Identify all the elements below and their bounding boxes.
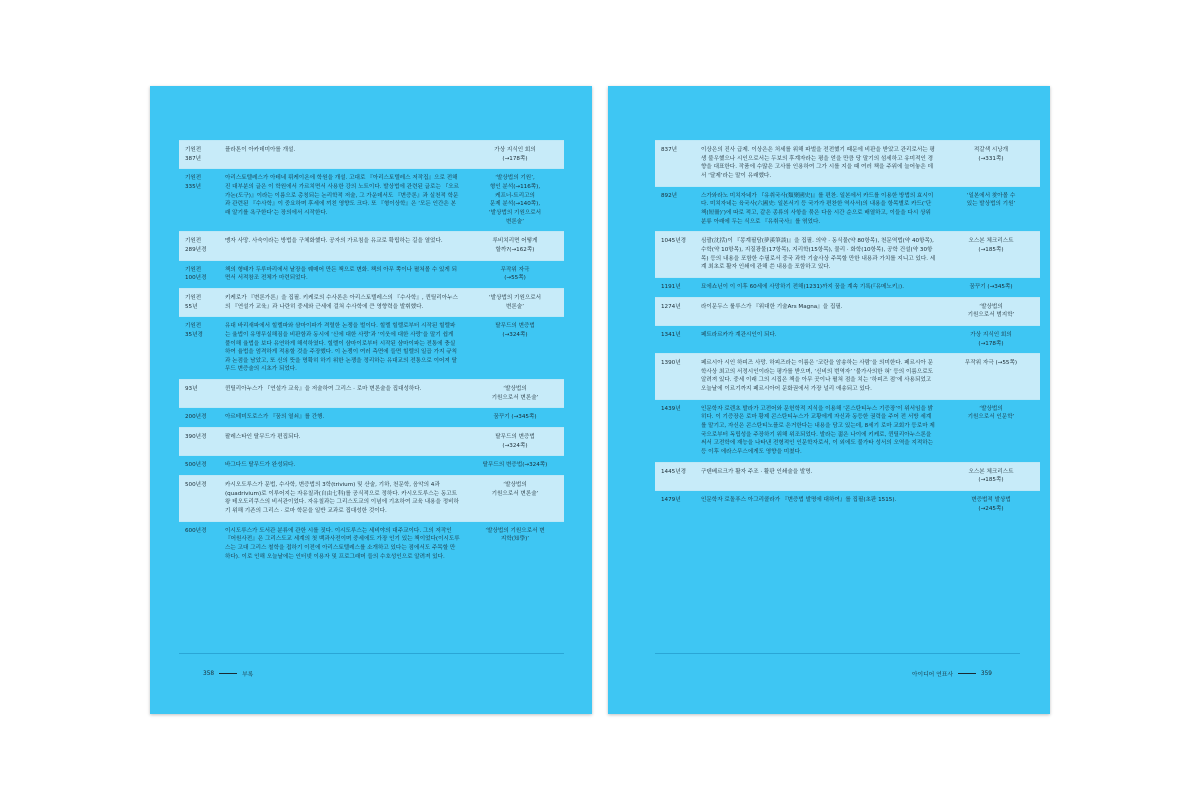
timeline-date: 기원전 55년 xyxy=(185,294,202,310)
footer-dash xyxy=(219,673,237,674)
timeline-row xyxy=(179,288,564,316)
timeline-row xyxy=(655,140,1040,186)
timeline-date: 기원전 387년 xyxy=(185,147,202,162)
section-label: 부록 xyxy=(242,672,254,678)
timeline-description: 인문학자 로돌푸스 아그리콜라가 『변증법 발명에 대하여』를 집필(초판 1515). xyxy=(701,497,897,504)
timeline-date: 1439년 xyxy=(661,405,681,412)
timeline-reference: 오스본 체크리스트 (→185쪽) xyxy=(968,238,1014,253)
timeline-row xyxy=(179,379,564,407)
timeline-description: 묘에쇼닌이 이 이후 60세에 사망하기 전해(1231)까지 꿈을 계속 기록(『유메노키』). xyxy=(701,283,904,290)
timeline-date: 1341년 xyxy=(661,331,681,338)
timeline-row xyxy=(655,462,1040,490)
page-number: 359 xyxy=(980,670,992,677)
timeline-description: 플라톤이 아카데미아를 개설. xyxy=(225,147,296,153)
timeline-description: 이상은의 진사 급제. 이상은은 처세를 위해 파벌을 전전했기 때문에 비판을 받았고 관리로서는 평생 불우했으나 시인으로서는 두보의 후계자라는 평을 얻을 만큼 당 말기의 섬세하고 유미적인 경향을 대표한다. 작품에 수많은 고사를 인용하여 그가 시를 지을 때 여러 책을 주위에 늘어놓은 데서 ‘달제’라는 말이 유래했다. xyxy=(701,147,935,179)
right-page xyxy=(608,86,1050,714)
timeline-row xyxy=(179,140,564,168)
timeline-reference: ‘발상법의 기원으로서 변론술’ xyxy=(491,386,539,401)
timeline-reference: ‘발상법의 기원으로서 변론술’ xyxy=(488,294,542,310)
timeline-row xyxy=(179,260,564,288)
timeline-date: 390년경 xyxy=(185,434,207,441)
timeline-table-right xyxy=(655,140,1040,518)
timeline-date: 1479년 xyxy=(661,497,681,504)
timeline-reference: 탈무드의 변증법 (→324쪽) xyxy=(495,434,535,449)
timeline-description: 아리스토텔레스가 아테네 뤼케이온에 학원을 개설. 고대로 『아리스토텔레스 저작집』으로 전해진 대부분의 글은 이 학원에서 가르치면서 사용한 강의 노트이다. 발상법에 관련된 글로는 『오르가논(도구)』이라는 이름으로 총칭되는 논리학적 저술, 그 가운데서도 『변증론』과 실천적 학문과 관련된 『수사학』이 중요하며 후세에 끼친 영향도 크다. 또 『형이상학』은 ‘모든 인간은 본래 알기를 욕구한다’는 장의에서 시작한다. xyxy=(225,175,460,216)
timeline-date: 1390년 xyxy=(661,360,681,367)
timeline-date: 1274년 xyxy=(661,303,681,310)
timeline-date: 1045년경 xyxy=(661,238,687,245)
timeline-date: 500년경 xyxy=(185,462,207,469)
timeline-row xyxy=(655,231,1040,277)
timeline-description: 유대 바리새파에서 힐렐파와 샴마이파가 격렬한 논쟁을 벌이다. 힐렐 힐렐로부터 시작된 힐렐파는 율법이 유명무실해짐을 비판함과 동시에 ‘신에 대한 사랑’과 ‘이웃에 대한 사랑’을 말기 쉽게 풀이해 율법을 보다 유연하게 해석하였다. 힐렐이 샴마이로부터 시작된 샴마이파는 전통에 충실하여 율법을 엄격하게 적용할 것을 주장했다. 이 논쟁이 여러 측면에 들면 힐렐의 일곱 가지 규칙과 논점을 남았고, 또 신의 뜻을 명확히 하기 위한 논쟁을 정리하는 유대교의 전통으로 이어져 탈무드 변증술의 시초가 되었다. xyxy=(225,323,458,373)
timeline-row xyxy=(179,407,564,427)
timeline-date: 1445년경 xyxy=(661,468,687,475)
timeline-description: 페트라르카가 계관시인이 되다. xyxy=(701,331,777,338)
timeline-row xyxy=(179,455,564,475)
timeline-description: 바그다드 탈무드가 완성되다. xyxy=(225,462,296,469)
timeline-date: 기원전 100년경 xyxy=(185,266,207,282)
timeline-description: 팔레스타인 탈무드가 편집되다. xyxy=(225,434,301,441)
timeline-date: 93년 xyxy=(185,386,198,393)
timeline-row xyxy=(179,316,564,379)
timeline-reference: ‘발상법의 기원으로서 변 지학(知學)’ xyxy=(485,527,545,543)
footer-rule xyxy=(655,653,1020,654)
timeline-row xyxy=(655,277,1040,297)
section-label: 아이디어 연표사 xyxy=(911,672,953,678)
footer-right xyxy=(912,669,992,678)
timeline-description: 라이문두스 룰루스가 『위대한 기술Ars Magna』을 집필. xyxy=(701,303,843,310)
timeline-row xyxy=(655,186,1040,232)
timeline-reference: 무작위 자극 (→55쪽) xyxy=(500,266,530,282)
timeline-reference: 꿈꾸기 (→345쪽) xyxy=(493,414,537,421)
timeline-row xyxy=(179,427,564,455)
timeline-table-left xyxy=(179,140,564,566)
timeline-reference: ‘발상법의 기원으로서 인문학’ xyxy=(967,405,1015,421)
timeline-description: 심괄(沈括)이 『몽계필담(夢溪筆談)』을 집필. 의약 · 동식물(약 80항목), 천문역법(약 40항목), 수학(약 10항목), 지질광물(17항목), 지리학(15항목), 물리 · 화학(10항목), 공학 건설(약 30항목) 등의 내용을 포함한 수필로서 중국 과학 기술사상 주목할 만한 내용과 가치를 지니고 있다. 세계 최초로 활자 인쇄에 관해 쓴 내용을 포함하고 있다. xyxy=(701,238,936,271)
timeline-description: 책의 형태가 두루마리에서 낱장을 꿰매어 만든 책으로 변화. 책의 아무 쪽이나 펼쳐볼 수 있게 되면서 서적참조 전체가 마련되었다. xyxy=(225,266,458,282)
timeline-description: 카시오도루스가 문법, 수사학, 변증법의 3학(trivium) 및 산술, 기하, 천문학, 음악의 4과(quadrivium)로 이루어지는 자유칠과(自由七科)를 공식적으로 정하다. 카시오도루스는 동고트 왕 테오도리쿠스의 비서관이었다. 자유칠과는 그리스도교의 이념에 기초하여 교육 내용을 정비하기 위해 기존의 그리스 · 로마 학문을 일반 교과로 집대성한 것이다. xyxy=(225,482,459,515)
timeline-reference: ‘발상법의 기원으로서 변론술’ xyxy=(491,482,539,497)
timeline-reference: 꿈꾸기 (→345쪽) xyxy=(969,283,1013,290)
page-number: 358 xyxy=(203,670,215,677)
timeline-row xyxy=(179,521,564,567)
timeline-description: 이시도루스가 도서관 분류에 관한 시를 짓다. 이시도루스는 세비야의 대주교이다. 그의 저작인 『어원사전』은 그리스도교 세계의 첫 백과사전이며 중세에도 가장 인기 있는 책이었다(이시도루스는 고대 그리스 철학을 접하기 이전에 아리스토텔레스를 소개하고 있다는 점에서도 주목할 만하다). 이로 인해 오늘날에는 인터넷 이용자 및 프로그래머 들의 수호성인으로 알려져 있다. xyxy=(225,527,460,560)
timeline-date: 837년 xyxy=(661,147,678,153)
timeline-description: 퀸틸리아누스가 『연설가 교육』을 저술하여 그리스 · 로마 변론술을 집대성하다. xyxy=(225,386,422,393)
timeline-reference: 루비치리면 어떻게 할까?(→162쪽) xyxy=(492,238,538,253)
timeline-description: 페르시아 시인 하피즈 사망. 하피즈라는 이름은 ‘코란을 암송하는 사람’을 의미한다. 페르시아 문학사상 최고의 서정시인이라는 평가를 받으며, ‘신비의 번역자’ ‘불가사의한 혀’ 등의 이름으로도 알려져 있다. 중세 이래 그의 시집은 책을 아무 곳이나 펼쳐 점을 치는 ‘하피즈 점’에 사용되었고 오늘날에 이르기까지 페르시아어 문화권에서 가장 널리 애송되고 있다. xyxy=(701,360,934,393)
timeline-description: 인문학자 로렌초 발라가 고전어와 문헌학적 지식을 이용해 ‘콘스탄티누스 기증장’이 위서임을 밝히다. 이 기증장은 로마 황제 콘스탄티누스가 교황에게 자신과 동등한 권력을 주어 전 서방 세계를 맡기고, 자신은 콘스탄티노플로 은거한다는 내용을 담고 있는데, 8세기 로마 교회가 등로마 제국으로부터 독립성을 주장하기 위해 위조되었다. 발라는 젊은 나이에 키케로, 퀸틸리아누스론을 써서 고전학에 재능을 나타낸 전형적인 인문학자로서, 이 외에도 불가타 성서의 오역을 지적하는 등 이후 에라스무스에게도 영향을 미쳤다. xyxy=(701,405,935,456)
timeline-row xyxy=(655,399,1040,462)
timeline-reference: 적갈색 시낭개 (→331쪽) xyxy=(973,147,1009,162)
timeline-reference: 가상 지식인 회의 (→178쪽) xyxy=(970,331,1012,347)
timeline-reference: ‘발상법의 기원’, 형인 분석(→116쪽), 케프너-트리고의 문제 분석(→140쪽), ‘발상법의 기원으로서 변론술’ xyxy=(488,175,542,225)
left-page xyxy=(150,86,592,714)
timeline-row xyxy=(655,490,1040,518)
footer-rule xyxy=(179,653,564,654)
timeline-description: 스가와라노 미치자네가 『유취국사(類聚國史)』를 편찬. 일본에서 카드를 이용한 방법의 효시이다. 미치자네는 육국사(六國史: 일본서기 등 국가가 편찬한 역사서)의 내용을 항목별로 카드(‘단책(短冊)’)에 따로 적고, 같은 종류의 사항을 묶은 다음 시간 순으로 배열하고, 이들을 다시 상위 분류 아래에 두는 식으로 『유취국사』를 엮었다. xyxy=(701,192,934,225)
timeline-row xyxy=(655,297,1040,325)
footer-dash xyxy=(958,673,976,674)
timeline-reference: 탈무드의 변증법(→324쪽) xyxy=(482,462,548,469)
timeline-date: 기원전 35년경 xyxy=(185,323,203,338)
timeline-description: 맹자 사망. 사숙이라는 방법을 구체화했다. 공자의 가르침을 유교로 확립하는 길을 열었다. xyxy=(225,238,443,245)
timeline-date: 500년경 xyxy=(185,482,207,489)
timeline-row xyxy=(179,475,564,521)
timeline-row xyxy=(179,231,564,259)
timeline-date: 200년경 xyxy=(185,414,207,421)
timeline-reference: 탈무드의 변증법 (→324쪽) xyxy=(495,323,535,338)
timeline-reference: 무작위 자극 (→55쪽) xyxy=(964,360,1018,367)
timeline-date: 1191년 xyxy=(661,283,681,290)
timeline-description: 아르테미도로스가 『꿈의 열쇠』를 간행. xyxy=(225,414,325,421)
timeline-date: 892년 xyxy=(661,192,678,199)
timeline-row xyxy=(655,325,1040,353)
timeline-reference: 변증법적 발상법 (→245쪽) xyxy=(971,497,1011,512)
timeline-reference: 가상 지식인 회의 (→178쪽) xyxy=(494,147,536,162)
timeline-description: 구텐베르크가 활자 주조 · 활판 인쇄술을 발명. xyxy=(701,468,813,475)
timeline-row xyxy=(179,168,564,231)
timeline-date: 기원전 335년 xyxy=(185,175,202,190)
timeline-description: 키케로가 『변론가론』을 집필. 키케로의 수사론은 아리스토텔레스의 『수사학』, 퀸틸리아누스의 『연설가 교육』과 나란히 중세와 근세에 걸쳐 수사학에 큰 영향력을 발휘했다. xyxy=(225,294,458,310)
timeline-reference: ‘발상법의 기원으로서 범지학’ xyxy=(967,303,1015,319)
timeline-reference: 오스본 체크리스트 (→185쪽) xyxy=(968,468,1014,484)
timeline-date: 기원전 289년경 xyxy=(185,238,207,253)
timeline-reference: ‘일본에서 찾아볼 수 있는 발상법의 기원’ xyxy=(966,192,1016,208)
footer-left xyxy=(203,669,253,678)
timeline-row xyxy=(655,353,1040,399)
timeline-date: 600년경 xyxy=(185,527,207,534)
